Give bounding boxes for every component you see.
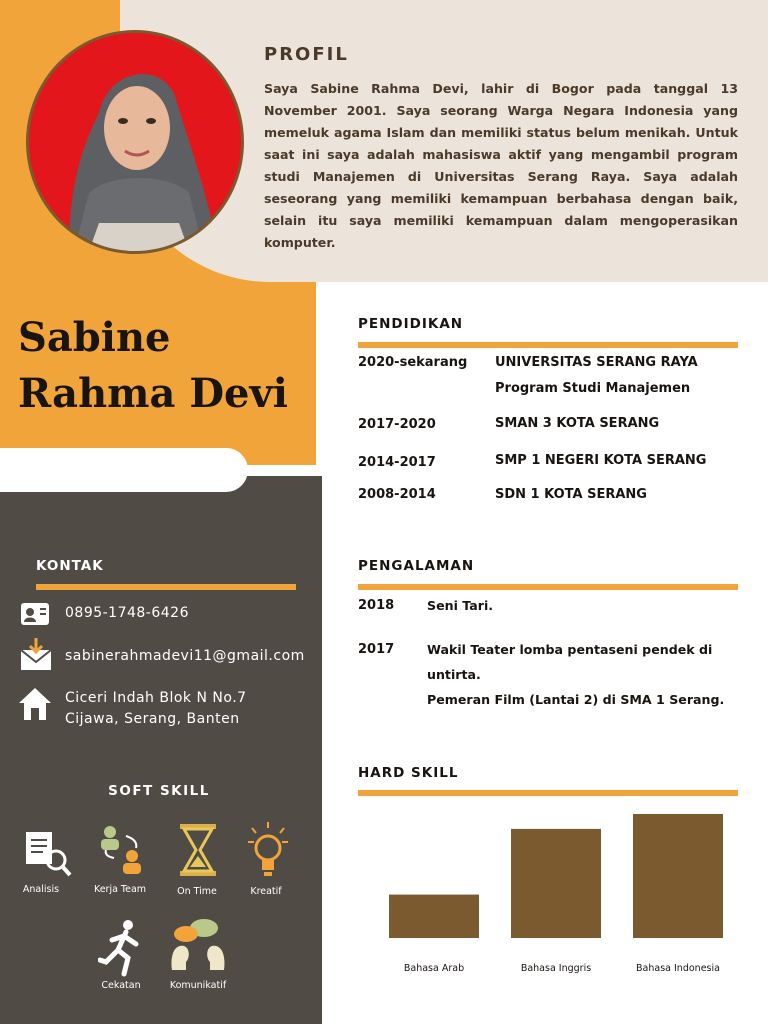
education-school: SMP 1 NEGERI KOTA SERANG xyxy=(495,453,707,468)
soft-skill-heading: SOFT SKILL xyxy=(108,783,210,799)
experience-line: Seni Tari. xyxy=(427,598,494,613)
decorative-pill xyxy=(0,448,248,492)
email-icon xyxy=(20,638,52,672)
contact-divider xyxy=(36,584,296,590)
profile-photo xyxy=(26,30,244,254)
experience-year: 2017 xyxy=(358,642,395,657)
lightbulb-icon xyxy=(246,820,290,880)
contact-phone[interactable]: 0895-1748-6426 xyxy=(65,605,189,621)
experience-heading: PENGALAMAN xyxy=(358,558,475,574)
analysis-icon xyxy=(24,828,72,878)
education-school: SMAN 3 KOTA SERANG xyxy=(495,416,660,431)
soft-skill-label: Komunikatif xyxy=(169,980,227,991)
experience-divider xyxy=(358,584,738,590)
profile-description: Saya Sabine Rahma Devi, lahir di Bogor pada tanggal 13 November 2001. Saya seorang Warga Negara Indonesia yang memeluk agama Islam dan memiliki status belum menikah. Untuk saat ini saya adalah mahasiswa aktif yang mengambil program studi Manajemen di Universitas Serang Raya. Saya adalah seseorang yang memiliki kemampuan berbahasa dengan baik, selain itu saya memiliki kemampuan dalam mengoperasikan komputer. xyxy=(264,81,738,250)
soft-skill-label: Cekatan xyxy=(101,980,141,991)
chart-bar xyxy=(633,814,723,938)
education-period: 2020-sekarang xyxy=(358,355,468,370)
hard-skill-heading: HARD SKILL xyxy=(358,765,459,781)
contact-email[interactable]: sabinerahmadevi11@gmail.com xyxy=(65,648,305,664)
hourglass-icon xyxy=(178,822,218,878)
education-period: 2008-2014 xyxy=(358,487,436,502)
name-line-1: Sabine xyxy=(18,314,171,361)
full-name xyxy=(18,310,318,422)
education-school: SDN 1 KOTA SERANG xyxy=(495,487,647,502)
chart-bar xyxy=(389,895,479,938)
education-heading: PENDIDIKAN xyxy=(358,316,464,332)
address-line-1: Ciceri Indah Blok N No.7 xyxy=(65,690,247,706)
experience-line: Wakil Teater lomba pentaseni pendek di xyxy=(427,642,713,657)
runner-icon xyxy=(98,918,146,978)
education-divider xyxy=(358,342,738,348)
soft-skill-label: Kreatif xyxy=(250,886,282,897)
education-detail: Program Studi Manajemen xyxy=(495,381,691,396)
hard-skill-divider xyxy=(358,790,738,796)
education-period: 2017-2020 xyxy=(358,417,436,432)
experience-year: 2018 xyxy=(358,598,395,613)
contact-heading: KONTAK xyxy=(36,558,104,574)
home-icon xyxy=(18,686,52,722)
chart-category-label: Bahasa Arab xyxy=(403,963,465,974)
soft-skill-label: Kerja Team xyxy=(93,884,147,895)
chart-category-label: Bahasa Indonesia xyxy=(636,963,720,974)
chart-category-label: Bahasa Inggris xyxy=(520,963,592,974)
name-line-2: Rahma Devi xyxy=(18,370,288,417)
soft-skill-label: Analisis xyxy=(22,884,60,895)
experience-line: untirta. xyxy=(427,667,481,682)
communication-icon xyxy=(168,916,228,972)
chart-bar xyxy=(511,829,601,938)
contact-address xyxy=(65,688,247,730)
education-period: 2014-2017 xyxy=(358,455,436,470)
address-line-2: Cijawa, Serang, Banten xyxy=(65,711,240,727)
education-school: UNIVERSITAS SERANG RAYA xyxy=(495,355,698,370)
team-icon xyxy=(96,822,146,878)
hard-skill-chart xyxy=(358,800,738,980)
soft-skill-label: On Time xyxy=(177,886,217,897)
experience-line: Pemeran Film (Lantai 2) di SMA 1 Serang. xyxy=(427,692,725,707)
phone-contact-icon xyxy=(20,602,50,626)
profile-heading: PROFIL xyxy=(264,44,349,65)
